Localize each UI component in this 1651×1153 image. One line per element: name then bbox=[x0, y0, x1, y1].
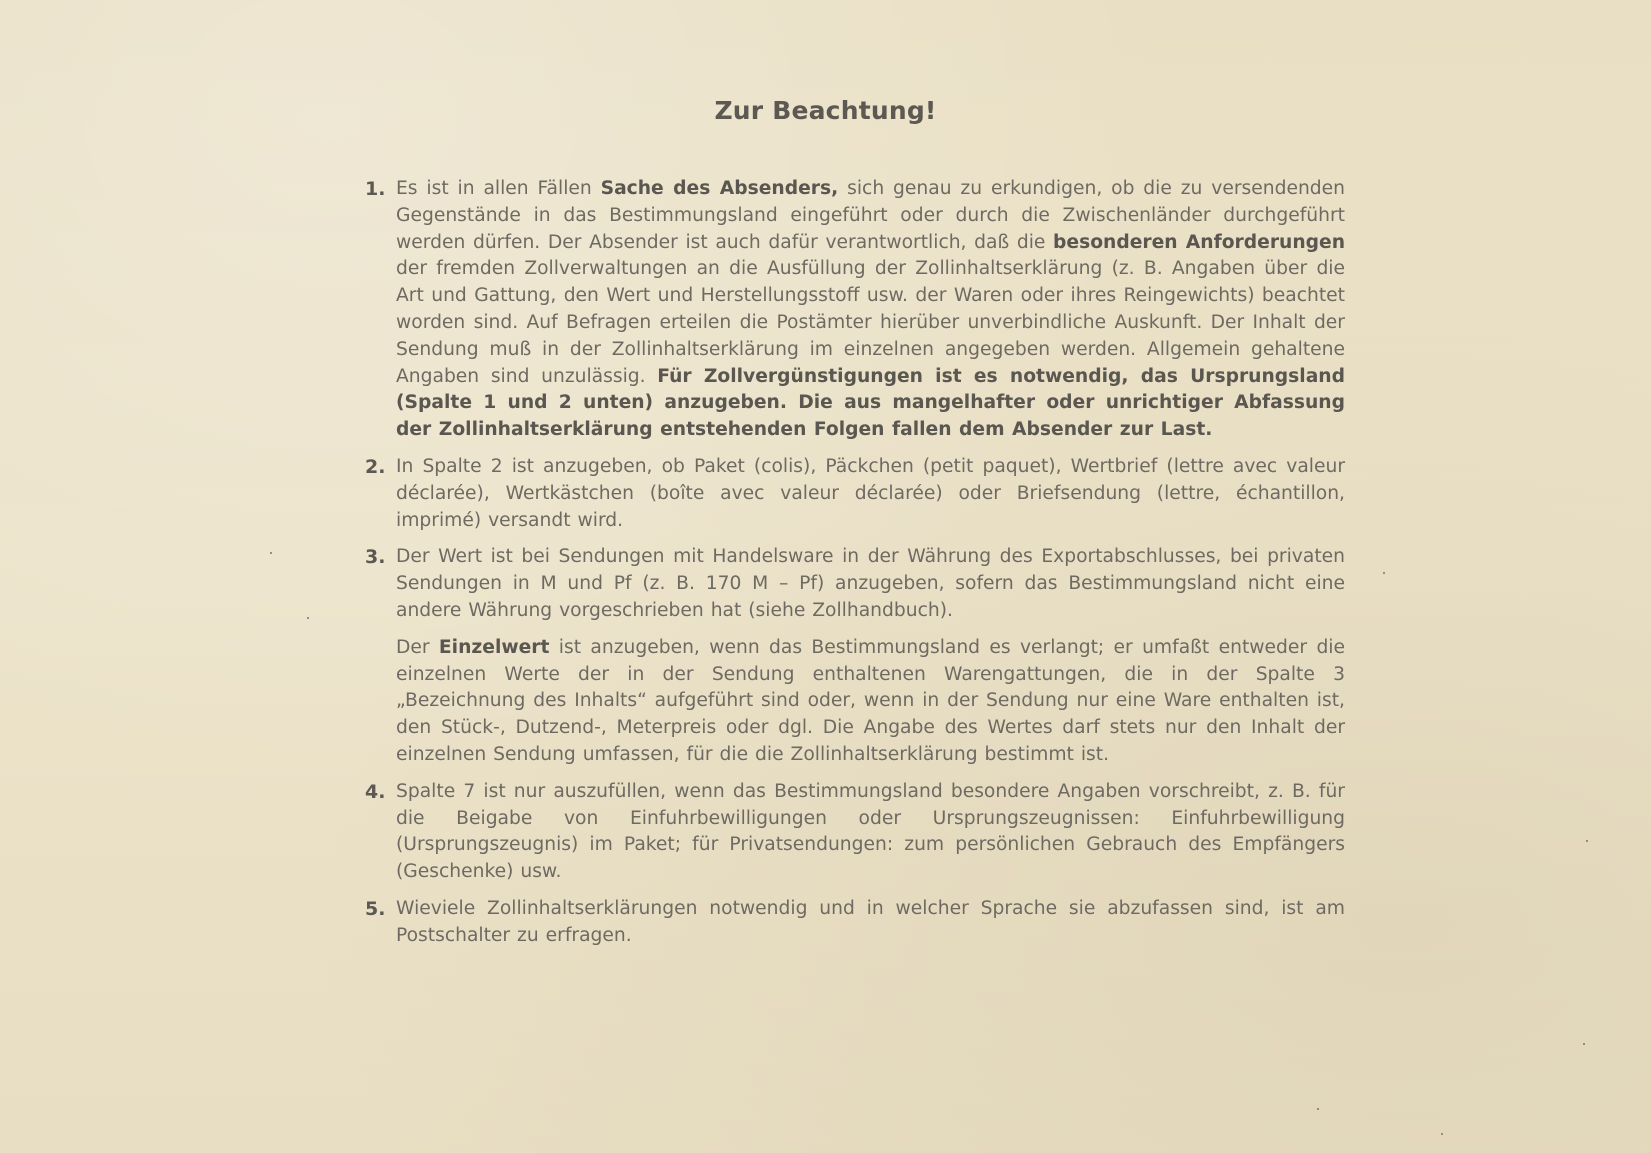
emphasized-text: Sache des Absenders, bbox=[600, 178, 839, 199]
emphasized-text: Für Zollvergünstigungen ist es notwendig, das Ursprungsland (Spalte 1 und 2 unten) anzugeben. Die aus mangelhafter oder unrichtiger Abfassung der Zollinhaltserklärung entstehenden Folgen fallen dem Absender zur Last. bbox=[396, 365, 1345, 441]
note-number: 5. bbox=[365, 897, 386, 920]
note-number: 2. bbox=[365, 455, 386, 478]
note-paragraph bbox=[396, 544, 1345, 624]
note-paragraph bbox=[396, 896, 1345, 950]
note-text: sich genau zu erkundigen, ob die zu versendenden Gegenstände in das Bestimmungsland eingeführt oder durch die Zwischenländer durchgeführt werden dürfen. Der Absender ist auch dafür verantwortlich, daß die bbox=[396, 178, 1345, 253]
note-number: 1. bbox=[365, 178, 386, 200]
note-item bbox=[365, 544, 1345, 768]
note-body bbox=[396, 544, 1345, 768]
note-body bbox=[396, 896, 1345, 950]
note-paragraph bbox=[396, 454, 1345, 534]
paper-speck bbox=[270, 552, 272, 554]
note-text: ist anzugeben, wenn das Bestimmungsland es verlangt; er umfaßt entweder die einzelnen Werte der in der Sendung enthaltenen Warengattungen, die in der Spalte 3 „Bezeichnung des Inhalts“ aufgeführt sind oder, wenn in der Sendung nur eine Ware enthalten ist, den Stück-, Dutzend-, Meterpreis oder dgl. Die Angabe des Wertes darf stets nur den Inhalt der einzelnen Sendung umfassen, für die die Zollinhaltserklärung bestimmt ist. bbox=[396, 636, 1345, 765]
note-paragraph bbox=[396, 635, 1345, 769]
note-text: Es ist in allen Fällen bbox=[396, 178, 601, 199]
note-body bbox=[396, 176, 1345, 444]
note-text: der fremden Zollverwaltungen an die Ausfüllung der Zollinhaltserklärung (z. B. Angaben über die Art und Gattung, den Wert und Herstellungsstoff usw. der Waren oder ihres Reingewichts) beachtet worden sind. Auf Befragen erteilen die Postämter hierüber unverbindliche Auskunft. Der Inhalt der Sendung muß in der Zollinhaltserklärung im einzelnen angegeben werden. Allgemein gehaltene Angaben sind unzulässig. bbox=[396, 258, 1345, 387]
note-number: 4. bbox=[365, 780, 386, 803]
emphasized-text: besonderen Anforderungen bbox=[1053, 231, 1345, 253]
note-item bbox=[365, 454, 1345, 534]
note-item bbox=[365, 176, 1345, 444]
note-body bbox=[396, 779, 1345, 886]
note-body bbox=[396, 454, 1345, 534]
note-item bbox=[365, 779, 1345, 886]
paper-speck bbox=[1586, 840, 1588, 842]
note-paragraph bbox=[396, 176, 1345, 444]
paper-speck bbox=[1383, 572, 1385, 574]
paper-speck bbox=[1441, 1133, 1443, 1135]
note-text: Wieviele Zollinhaltserklärungen notwendig und in welcher Sprache sie abzufassen sind, ist am Postschalter zu erfragen. bbox=[396, 897, 1345, 946]
paper-speck bbox=[307, 617, 309, 619]
note-text: In Spalte 2 ist anzugeben, ob Paket (colis), Päckchen (petit paquet), Wertbrief (lettre avec valeur déclarée), Wertkästchen (boîte avec valeur déclarée) oder Briefsendung (lettre, échantillon, imprimé) versandt wird. bbox=[396, 455, 1345, 531]
note-text: Der bbox=[396, 636, 439, 658]
note-paragraph bbox=[396, 779, 1345, 886]
note-text: Der Wert ist bei Sendungen mit Handelsware in der Währung des Exportabschlusses, bei privaten Sendungen in M und Pf (z. B. 170 M – Pf) anzugeben, sofern das Bestimmungsland nicht eine andere Währung vorgeschrieben hat (siehe Zollhandbuch). bbox=[396, 546, 1345, 621]
emphasized-text: Einzelwert bbox=[438, 636, 550, 658]
paper-speck bbox=[1317, 1108, 1319, 1110]
paper-speck bbox=[1583, 1043, 1585, 1045]
notes-list bbox=[365, 176, 1345, 960]
document-title: Zur Beachtung! bbox=[714, 96, 937, 125]
note-item bbox=[365, 896, 1345, 950]
note-number: 3. bbox=[365, 546, 386, 569]
note-text: Spalte 7 ist nur auszufüllen, wenn das Bestimmungsland besondere Angaben vorschreibt, z. B. für die Beigabe von Einfuhrbewilligungen oder Ursprungszeugnissen: Einfuhrbewilligung (Ursprungszeugnis) im Paket; für Privatsendungen: zum persönlichen Gebrauch des Empfängers (Geschenke) usw. bbox=[396, 780, 1345, 883]
